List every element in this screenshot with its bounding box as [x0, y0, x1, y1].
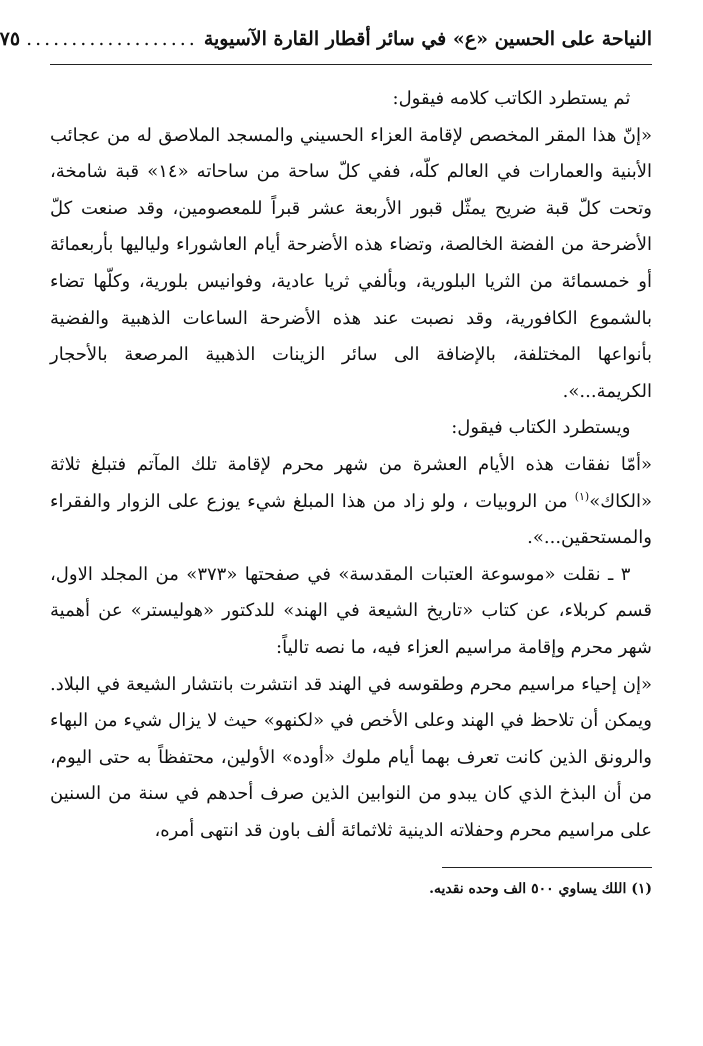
page-body — [50, 81, 652, 849]
quote-2-after: من الروبيات ، ولو زاد من هذا المبلغ شيء يوزع على الزوار والفقراء والمستحقين...». — [50, 490, 652, 549]
quote-2-before: «أمّا نفقات هذه الأيام العشرة من شهر محرم لإقامة تلك المآتم فتبلغ ثلاثة «الكاك» — [50, 453, 652, 512]
footnote-separator — [442, 867, 652, 868]
quote-paragraph-3: «إن إحياء مراسيم محرم وطقوسه في الهند قد انتشرت بانتشار الشيعة في البلاد. ويمكن أن تلاحظ في الهند وعلى الأخص في «لكنهو» حيث لا يزال شيء من البهاء والرونق الذين كانت تعرف بهما أيام ملوك «أوده» الأولين، محتفظاً به حتى اليوم، من أن البذخ الذي كان يبدو من النوابين الذين صرف أحدهم في سنة من السنين على مراسيم محرم وحفلاته الدينية ثلاثمائة ألف باون قد انتهى أمره، — [50, 673, 652, 841]
running-header — [0, 28, 652, 65]
page-number: ٧٥ — [0, 28, 21, 50]
footnote: (١) اللك يساوي ٥٠٠ الف وحده نقديه. — [429, 881, 652, 898]
quote-paragraph-1: «إنّ هذا المقر المخصص لإقامة العزاء الحسيني والمسجد الملاصق له من عجائب الأبنية والعمارات في العالم كلّه، ففي كلّ ساحة من ساحاته «١٤» قبة شامخة، وتحت كلّ قبة ضريح يمثّل قبور الأربعة عشر قبراً للمعصومين، وقد صنعت كلّ الأضرحة من الفضة الخالصة، وتضاء هذه الأضرحة أيام العاشوراء ولياليها بأربعمائة أو خمسمائة من الثريا البلورية، وبألفي ثريا عادية، وفوانيس بلورية، وكلّها تضاء بالشموع الكافورية، وقد نصبت عند هذه الأضرحة الساعات الذهبية والفضية بأنواعها المختلفة، بالإضافة الى سائر الزينات الذهبية المرصعة بالأحجار الكريمة...». — [50, 124, 653, 402]
running-title: النياحة على الحسين «ع» في سائر أقطار القارة الآسيوية — [203, 28, 652, 50]
intro-line: ثم يستطرد الكاتب كلامه فيقول: — [392, 88, 631, 109]
quote-paragraph-2 — [50, 447, 652, 557]
book-page — [0, 28, 653, 900]
footnote-reference: (١) — [574, 489, 590, 503]
numbered-paragraph-3: ٣ ـ نقلت «موسوعة العتبات المقدسة» في صفحتها «٣٧٣» من المجلد الاول، قسم كربلاء، عن كتاب «تاريخ الشيعة في الهند» للدكتور «هوليستر» عن أهمية شهر محرم وإقامة مراسيم العزاء فيه، ما نصه تالياً: — [50, 563, 652, 658]
continuation-line: ويستطرد الكتاب فيقول: — [451, 417, 631, 439]
leader-dots: ................... — [26, 28, 198, 50]
